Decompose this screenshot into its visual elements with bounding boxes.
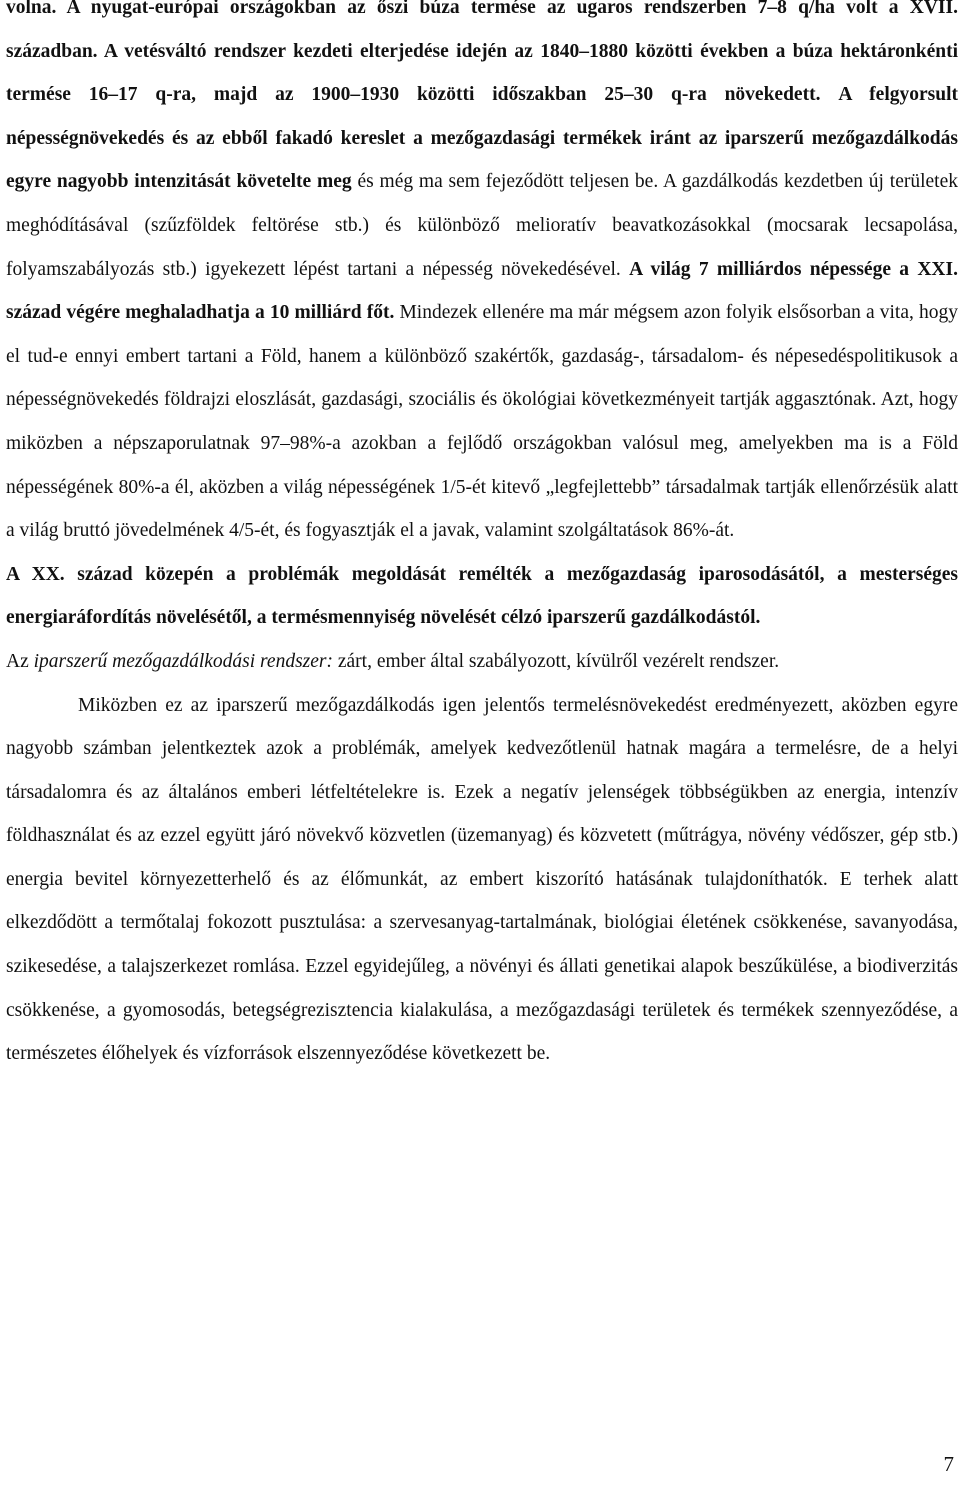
- sentence-distribution-concerns: Mindezek ellenére ma már mégsem azon folyik elsősorban a vita, hogy el tud-e ennyi embert tartani a Föld, hanem a különböző szakértők, gazdaság-, társadalom- és népesedéspolitikusok a népességnövekedés földrajzi eloszlását, gazdasági, szociális és ökológiai következményeit tartják aggasztónak. Azt, hogy miközben a népszaporulatnak 97–98%-a azokban a fejlődő országokban valósul meg, amelyekben ma is a Föld népességének 80%-a él, aközben a világ népességének 1/5-ét kitevő „legfejlettebb” társadalmak tartják ellenőrzésük alatt a világ bruttó jövedelmének 4/5-ét, és fogyasztják el a javak, valamint szolgáltatások 86%-át.: [6, 302, 958, 542]
- page-number: 7: [943, 1452, 954, 1476]
- definition-text: zárt, ember által szabályozott, kívülről vezérelt rendszer.: [332, 650, 780, 672]
- paragraph-negative-effects: Miközben ez az iparszerű mezőgazdálkodás igen jelentős termelésnövekedést eredményezett, aközben egyre nagyobb számban jelentkeztek azok a problémák, amelyek kedvezőtlenül hatnak magára a termelésre, de a helyi társadalomra és az általános emberi létfeltételekre is. Ezek a negatív jelenségek többségükben az energia, intenzív földhasználat és az ezzel együtt járó növekvő közvetlen (üzemanyag) és közvetett (műtrágya, növény védőszer, gép stb.) energia bevitel környezetterhelő és az élőmunkát, az embert kiszorító hatásának tulajdoníthatók. E terhek alatt elkezdődött a termőtalaj fokozott pusztulása: a szervesanyag-tartalmának, biológiai életének csökkenése, savanyodása, szikesedése, a talajszerkezet romlása. Ezzel egyidejűleg, a növényi és állati genetikai alapok beszűkülése, a biodiverzitás csökkenése, a gyomosodás, betegségrezisztencia kialakulása, a mezőgazdasági területek és termékek szennyeződése, a természetes élőhelyek és vízforrások elszennyeződése következett be.: [6, 694, 958, 1065]
- definition-lead: Az: [6, 650, 34, 672]
- paragraph-population-growth: [6, 0, 958, 553]
- sentence-land-reclamation: és még ma sem fejeződött teljesen be. A gazdálkodás kezdetben új területek meghódításával (szűzföldek feltörése stb.) és különböző melioratív beavatkozásokkal (mocsarak lecsapolása, folyamszabályozás stb.) igyekezett lépést tartani a népesség növekedésével.: [6, 171, 958, 280]
- paragraph-definition: [6, 640, 958, 684]
- document-page: [6, 0, 958, 1076]
- bold-sentence-wheat-yields: volna. A nyugat-európai országokban az őszi búza termése az ugaros rendszerben 7–8 q/ha volt a XVII. században. A vetésváltó rendszer kezdeti elterjedése idején az 1840–1880 közötti években a búza hektáronkénti termése 16–17 q-ra, majd az 1900–1930 közötti időszakban 25–30 q-ra növekedett.: [6, 0, 958, 106]
- definition-term: iparszerű mezőgazdálkodási rendszer:: [33, 650, 333, 672]
- bold-sentence-world-population: A világ 7 milliárdos népessége a XXI. század végére meghaladhatja a 10 milliárd főt.: [6, 258, 958, 324]
- paragraph-xx-century-hopes: A XX. század közepén a problémák megoldását remélték a mezőgazdaság iparosodásától, a mesterséges energiaráfordítás növelésétől, a termésmennyiség növelését célzó iparszerű gazdálkodástól.: [6, 563, 958, 629]
- bold-sentence-industrial-farming: A felgyorsult népességnövekedés és az ebből fakadó kereslet a mezőgazdasági termékek iránt az iparszerű mezőgazdálkodás egyre nagyobb intenzitását követelte meg: [6, 84, 958, 193]
